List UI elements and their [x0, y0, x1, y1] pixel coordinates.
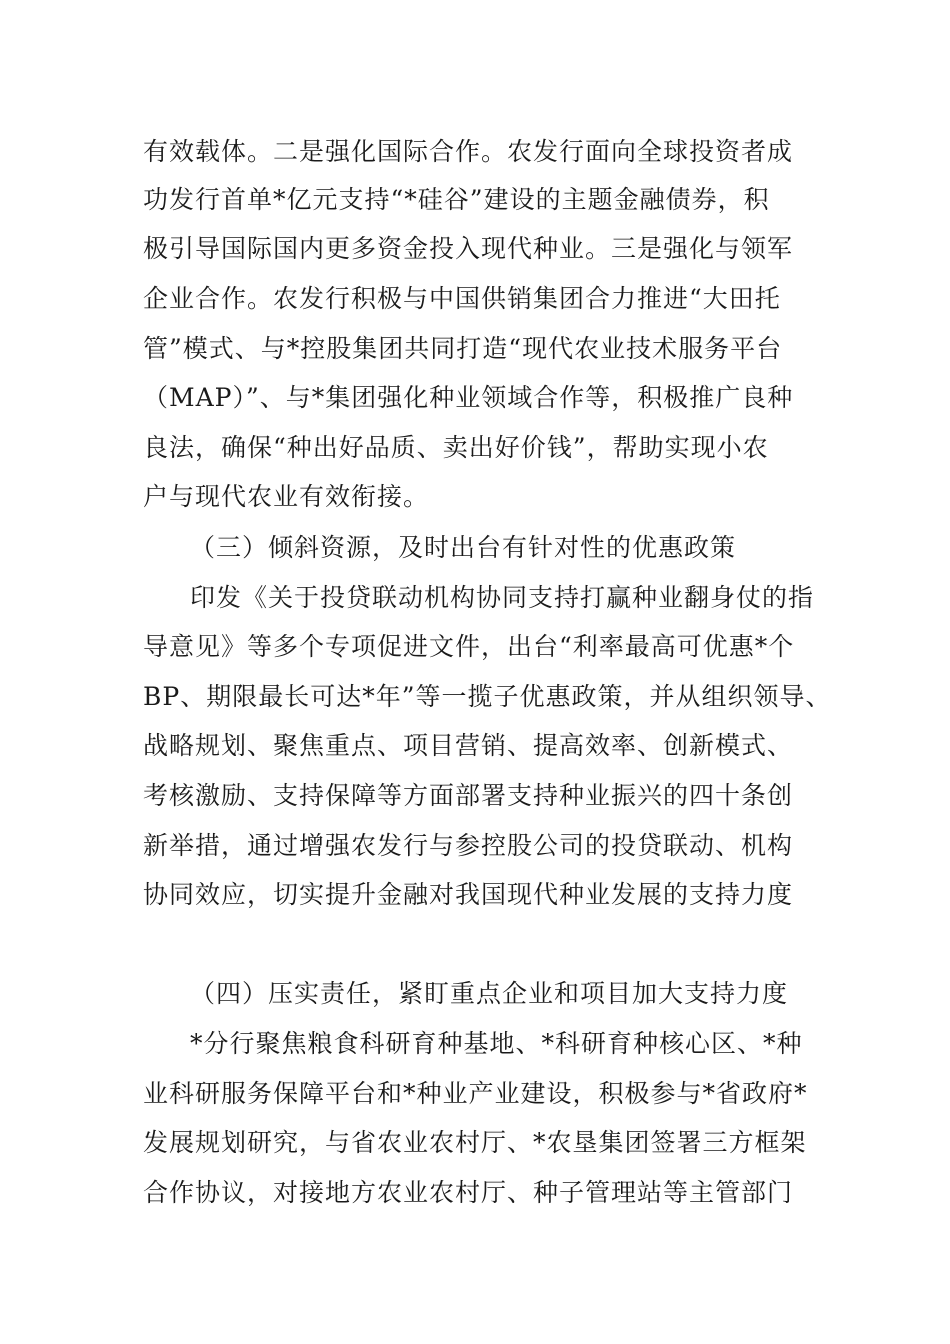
- text-line-19: 业科研服务保障平台和*种业产业建设，积极参与*省政府*: [143, 1079, 808, 1108]
- text-line-21: 合作协议，对接地方农业农村厅、种子管理站等主管部门: [143, 1178, 794, 1207]
- text-line-12: BP、期限最长可达*年”等一揽子优惠政策，并从组织领导、: [143, 682, 832, 711]
- text-line-2: 功发行首单*亿元支持“*硅谷”建设的主题金融债券，积: [143, 185, 770, 214]
- text-line-16: 协同效应，切实提升金融对我国现代种业发展的支持力度: [143, 880, 794, 909]
- text-line-15: 新举措，通过增强农发行与参控股公司的投贷联动、机构: [143, 831, 794, 860]
- text-line-8: 户与现代农业有效衔接。: [143, 482, 430, 511]
- text-line-3: 极引导国际国内更多资金投入现代种业。三是强化与领军: [143, 234, 794, 263]
- section-heading-4: （四）压实责任，紧盯重点企业和项目加大支持力度: [190, 979, 789, 1008]
- text-line-10: 印发《关于投贷联动机构协同支持打赢种业翻身仗的指: [190, 583, 815, 612]
- text-line-6: （MAP）”、与*集团强化种业领域合作等，积极推广良种: [143, 383, 794, 412]
- text-line-14: 考核激励、支持保障等方面部署支持种业振兴的四十条创: [143, 781, 794, 810]
- section-heading-3: （三）倾斜资源，及时出台有针对性的优惠政策: [190, 533, 737, 562]
- text-line-4: 企业合作。农发行积极与中国供销集团合力推进“大田托: [143, 284, 781, 313]
- text-line-18: *分行聚焦粮食科研育种基地、*科研育种核心区、*种: [190, 1029, 803, 1058]
- text-line-20: 发展规划研究，与省农业农村厅、*农垦集团签署三方框架: [143, 1128, 807, 1157]
- text-line-5: 管”模式、与*控股集团共同打造“现代农业技术服务平台: [143, 334, 783, 363]
- text-line-13: 战略规划、聚焦重点、项目营销、提高效率、创新模式、: [143, 731, 794, 760]
- text-line-1: 有效载体。二是强化国际合作。农发行面向全球投资者成: [143, 137, 794, 166]
- text-line-7: 良法，确保“种出好品质、卖出好价钱”，帮助实现小农: [143, 433, 769, 462]
- text-line-11: 导意见》等多个专项促进文件，出台“利率最高可优惠*个: [143, 632, 795, 661]
